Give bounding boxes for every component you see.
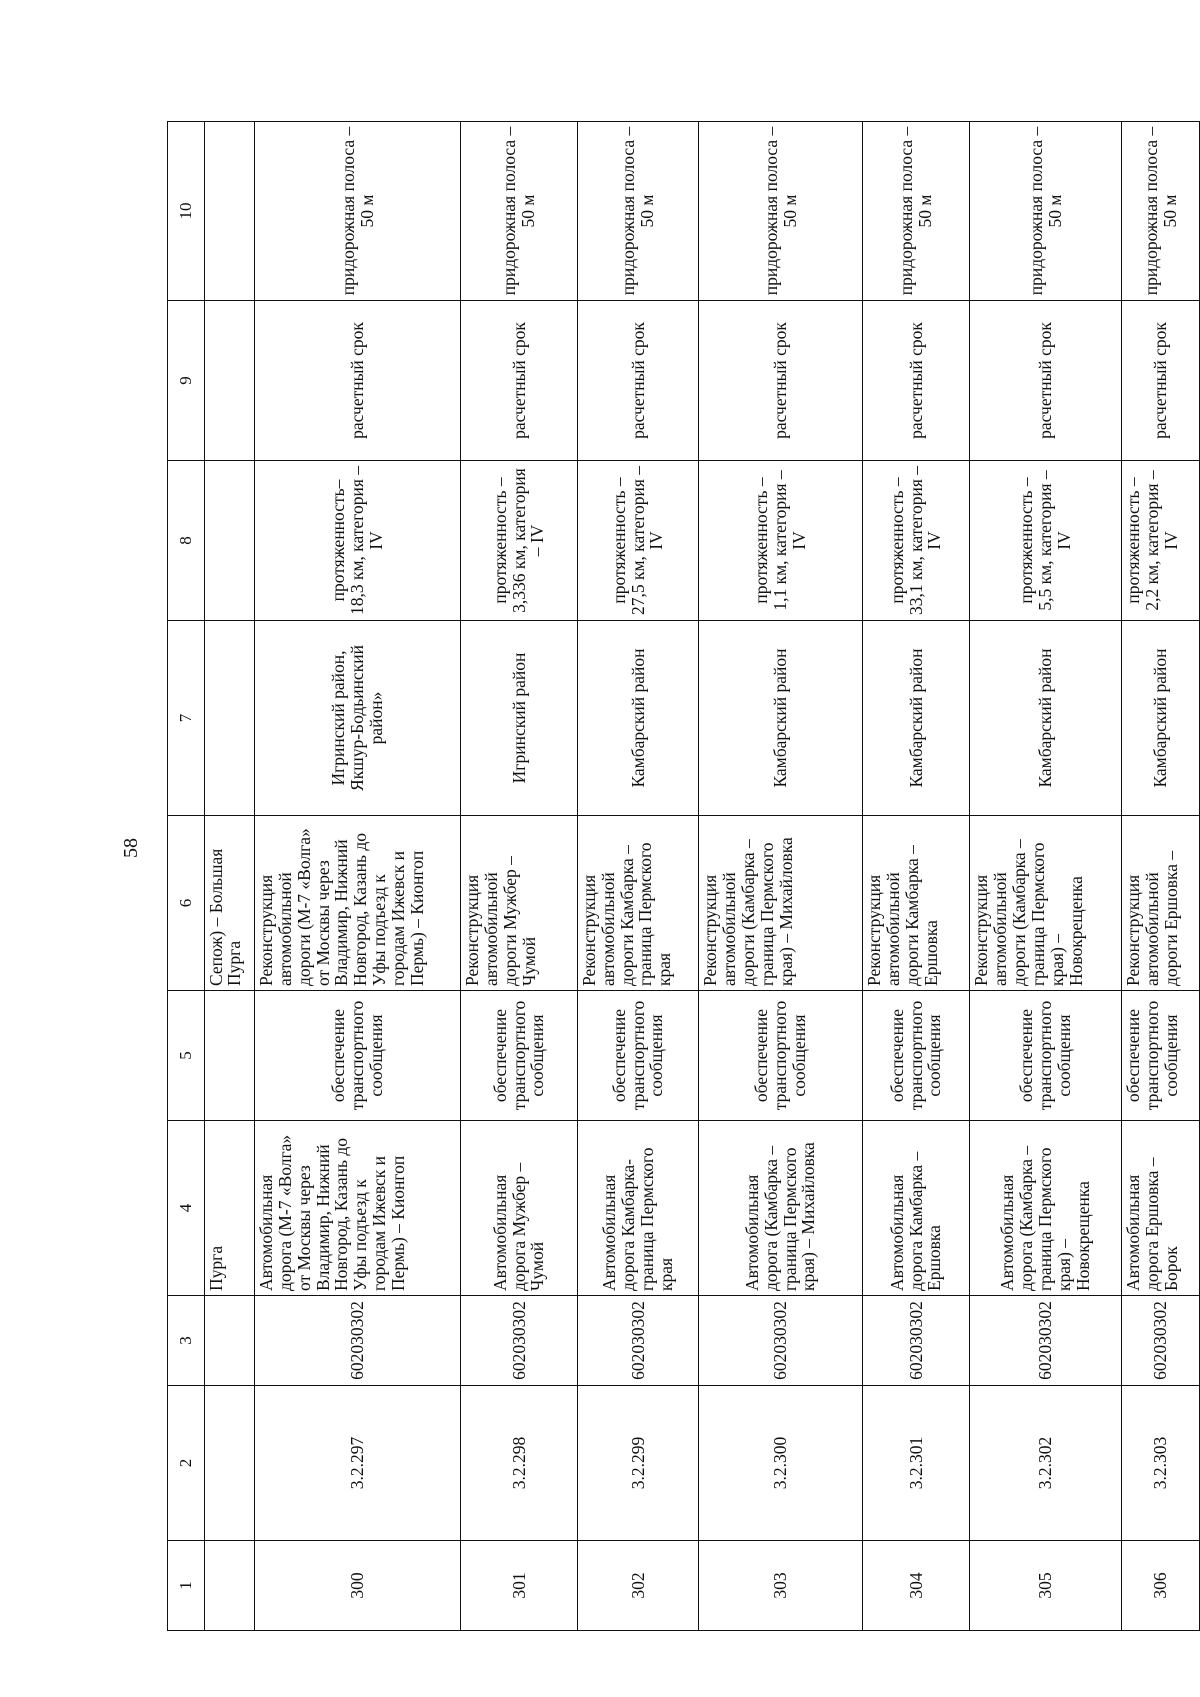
activity: Реконструкция автомобильной дороги Мужбер – Чумой [460, 815, 577, 990]
object-name: Автомобильная дорога Мужбер – Чумой [460, 1120, 577, 1295]
row-number: 304 [862, 1540, 969, 1630]
object-code: 3.2.298 [460, 1385, 577, 1540]
characteristics: протяженность – 3,336 км, категория – IV [460, 460, 577, 620]
header-cell: 4 [167, 1120, 204, 1295]
location: Камбарский район [1121, 620, 1199, 815]
object-code: 3.2.300 [698, 1385, 862, 1540]
activity: Реконструкция автомобильной дороги (Камбарка – граница Пермского края) – Новокрещенка [969, 815, 1121, 990]
classifier-code: 602030302 [254, 1295, 460, 1385]
zone: придорожная полоса – 50 м [1121, 121, 1199, 300]
zone: придорожная полоса – 50 м [698, 121, 862, 300]
object-code: 3.2.303 [1121, 1385, 1199, 1540]
header-cell: 1 [167, 1540, 204, 1630]
row-number: 305 [969, 1540, 1121, 1630]
row-number: 301 [460, 1540, 577, 1630]
term: расчетный срок [969, 300, 1121, 460]
term: расчетный срок [577, 300, 698, 460]
activity: Реконструкция автомобильной дороги Ершовка – [1121, 815, 1199, 990]
zone: придорожная полоса – 50 м [254, 121, 460, 300]
table-cell: Пурга [204, 1120, 254, 1295]
table-row [969, 121, 1121, 1630]
term: расчетный срок [460, 300, 577, 460]
infrastructure-table [167, 121, 1200, 1631]
characteristics: протяженность – 2,2 км, категория – IV [1121, 460, 1199, 620]
table-cell [204, 1385, 254, 1540]
classifier-code: 602030302 [577, 1295, 698, 1385]
classifier-code: 602030302 [969, 1295, 1121, 1385]
characteristics: протяженность – 1,1 км, категория – IV [698, 460, 862, 620]
purpose: обеспечение транспортного сообщения [254, 990, 460, 1120]
object-name: Автомобильная дорога Ершовка – Борок [1121, 1120, 1199, 1295]
page-number: 58 [120, 838, 142, 858]
table-cell [204, 460, 254, 620]
characteristics: протяженность – 33,1 км, категория – IV [862, 460, 969, 620]
activity: Реконструкция автомобильной дороги Камбарка – граница Пермского края [577, 815, 698, 990]
table-row [254, 121, 460, 1630]
object-code: 3.2.299 [577, 1385, 698, 1540]
zone: придорожная полоса – 50 м [460, 121, 577, 300]
object-code: 3.2.301 [862, 1385, 969, 1540]
activity: Реконструкция автомобильной дороги (Камбарка – граница Пермского края) – Михайловка [698, 815, 862, 990]
header-cell: 7 [167, 620, 204, 815]
table-row [862, 121, 969, 1630]
header-cell: 10 [167, 121, 204, 300]
location: Камбарский район [969, 620, 1121, 815]
purpose: обеспечение транспортного сообщения [1121, 990, 1199, 1120]
classifier-code: 602030302 [1121, 1295, 1199, 1385]
header-cell: 2 [167, 1385, 204, 1540]
object-name: Автомобильная дорога (М-7 «Волга» от Москвы через Владимир, Нижний Новгород, Казань до Уфы подъезд к городам Ижевск и Пермь) – Кионгоп [254, 1120, 460, 1295]
table-cell: Сепож) – Большая Пурга [204, 815, 254, 990]
header-cell: 5 [167, 990, 204, 1120]
table-cell [204, 990, 254, 1120]
table-row [460, 121, 577, 1630]
purpose: обеспечение транспортного сообщения [577, 990, 698, 1120]
characteristics: протяженность – 27,5 км, категория – IV [577, 460, 698, 620]
object-name: Автомобильная дорога (Камбарка – граница Пермского края) – Михайловка [698, 1120, 862, 1295]
object-code: 3.2.302 [969, 1385, 1121, 1540]
row-number: 303 [698, 1540, 862, 1630]
location: Камбарский район [698, 620, 862, 815]
location: Игринский район [460, 620, 577, 815]
purpose: обеспечение транспортного сообщения [460, 990, 577, 1120]
location: Камбарский район [577, 620, 698, 815]
table-row [1121, 121, 1199, 1630]
characteristics: протяженность – 5,5 км, категория – IV [969, 460, 1121, 620]
purpose: обеспечение транспортного сообщения [698, 990, 862, 1120]
table-cell [204, 1540, 254, 1630]
object-name: Автомобильная дорога (Камбарка – граница Пермского края) – Новокрещенка [969, 1120, 1121, 1295]
row-number: 300 [254, 1540, 460, 1630]
activity: Реконструкция автомобильной дороги (М-7 «Волга» от Москвы через Владимир, Нижний Новгород, Казань до Уфы подъезд к городам Ижевск и Пермь) – Кионгоп [254, 815, 460, 990]
table-cell [204, 620, 254, 815]
location: Игринский район, Якшур-Бодьинский район» [254, 620, 460, 815]
term: расчетный срок [862, 300, 969, 460]
classifier-code: 602030302 [862, 1295, 969, 1385]
object-name: Автомобильная дорога Камбарка – Ершовка [862, 1120, 969, 1295]
continuation-row [204, 121, 254, 1630]
table-cell [204, 300, 254, 460]
term: расчетный срок [254, 300, 460, 460]
classifier-code: 602030302 [460, 1295, 577, 1385]
purpose: обеспечение транспортного сообщения [862, 990, 969, 1120]
activity: Реконструкция автомобильной дороги Камбарка – Ершовка [862, 815, 969, 990]
zone: придорожная полоса – 50 м [862, 121, 969, 300]
term: расчетный срок [1121, 300, 1199, 460]
zone: придорожная полоса – 50 м [577, 121, 698, 300]
object-code: 3.2.297 [254, 1385, 460, 1540]
purpose: обеспечение транспортного сообщения [969, 990, 1121, 1120]
location: Камбарский район [862, 620, 969, 815]
row-number: 302 [577, 1540, 698, 1630]
row-number: 306 [1121, 1540, 1199, 1630]
table-cell [204, 121, 254, 300]
table-row [698, 121, 862, 1630]
classifier-code: 602030302 [698, 1295, 862, 1385]
header-row [167, 121, 204, 1630]
term: расчетный срок [698, 300, 862, 460]
header-cell: 9 [167, 300, 204, 460]
object-name: Автомобильная дорога Камбарка- граница Пермского края [577, 1120, 698, 1295]
rotated-table-container [167, 122, 1200, 1631]
characteristics: протяженность– 18,3 км, категория – IV [254, 460, 460, 620]
table-cell [204, 1295, 254, 1385]
header-cell: 3 [167, 1295, 204, 1385]
header-cell: 8 [167, 460, 204, 620]
table-row [577, 121, 698, 1630]
zone: придорожная полоса – 50 м [969, 121, 1121, 300]
header-cell: 6 [167, 815, 204, 990]
